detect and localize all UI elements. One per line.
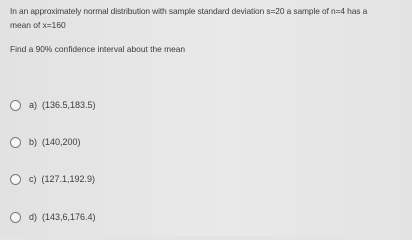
option-letter: d) [29, 212, 38, 222]
answer-option-d[interactable] [10, 209, 96, 225]
question-text-line-2: mean of x=160 [10, 20, 66, 30]
option-text: (136.5,183.5) [42, 100, 96, 110]
option-text: (143,6,176.4) [42, 212, 96, 222]
question-prompt: Find a 90% confidence interval about the mean [10, 44, 186, 54]
radio-button-b[interactable] [10, 137, 21, 148]
answer-option-b[interactable] [10, 134, 81, 150]
option-letter: c) [29, 174, 37, 184]
answer-option-c[interactable] [10, 171, 95, 187]
radio-button-c[interactable] [10, 174, 21, 185]
answer-option-a[interactable] [10, 97, 96, 113]
radio-button-a[interactable] [10, 100, 21, 111]
option-letter: a) [29, 100, 38, 110]
option-text: (127.1,192.9) [41, 174, 96, 184]
option-text: (140,200) [42, 137, 81, 147]
radio-button-d[interactable] [10, 212, 21, 223]
question-text-line-1: In an approximately normal distribution with sample standard deviation s=20 a sample of n=4 has a [10, 6, 368, 16]
option-letter: b) [29, 137, 38, 147]
